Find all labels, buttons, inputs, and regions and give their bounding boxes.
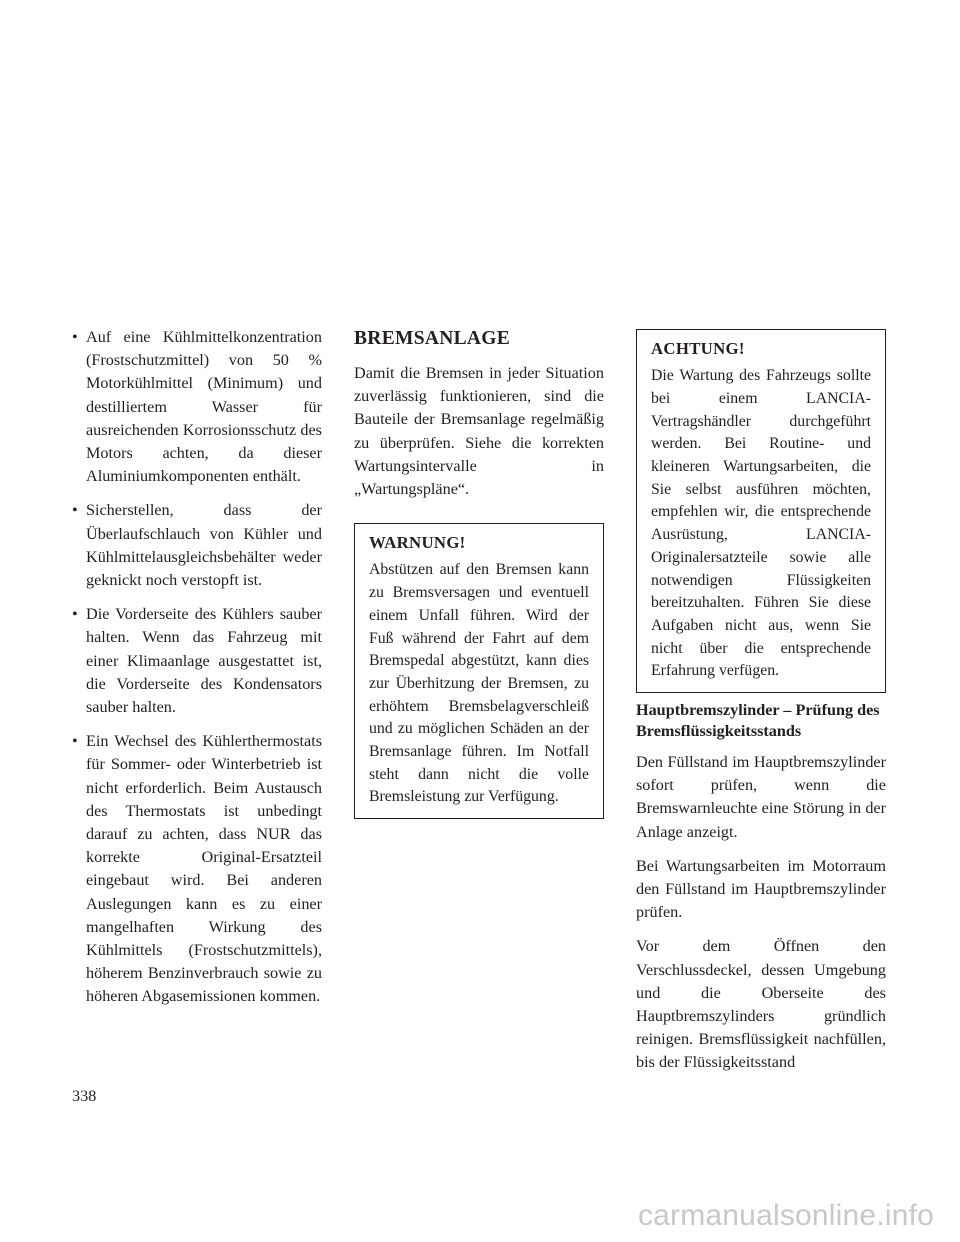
caution-title: ACHTUNG! bbox=[651, 339, 745, 358]
section-heading: BREMSANLAGE bbox=[354, 328, 511, 349]
middle-column bbox=[354, 326, 604, 819]
list-item bbox=[72, 603, 322, 719]
body-paragraph: Bei Wartungsarbeiten im Motorraum den Füllstand im Hauptbremszylinder prüfen. bbox=[636, 856, 886, 922]
bullet-icon: • bbox=[72, 605, 78, 624]
bullet-icon: • bbox=[72, 328, 78, 346]
body-paragraph: Den Füllstand im Hauptbremszylinder sofort prüfen, wenn die Bremswarnleuchte eine Störung in der Anlage anzeigt. bbox=[636, 753, 886, 841]
list-item bbox=[72, 499, 322, 592]
list-item bbox=[72, 730, 322, 1008]
bullet-icon: • bbox=[72, 501, 78, 520]
right-column bbox=[636, 326, 886, 1086]
list-item-text: Ein Wechsel des Kühlerthermostats für Sommer- oder Winterbetrieb ist nicht erforderlich. Beim Austausch des Thermostats ist unbedingt darauf zu achten, dass NUR das korrekte Original-Ersatzteil eingebaut wird. Bei anderen Auslegungen kann es zu einer mangelhaften Wirkung des Kühlmittels (Frostschutzmittels), höherem Benzinverbrauch sowie zu höheren Abgasemissionen kommen. bbox=[86, 732, 322, 1006]
caution-text: Die Wartung des Fahrzeugs sollte bei einem LANCIA-Vertragshändler durchgeführt werden. Bei Routine- und kleineren Wartungsarbeiten, die Sie selbst ausführen möchten, empfehlen wir, die entsprechende Ausrüstung, LANCIA-Originalersatzteile sowie alle notwendigen Flüssigkeiten bereitzuhalten. Führen Sie diese Aufgaben nicht aus, wenn Sie nicht über die entsprechende Erfahrung verfügen. bbox=[651, 367, 871, 680]
body-paragraph: Vor dem Öffnen den Verschlussdeckel, dessen Umgebung und die Oberseite des Hauptbremszylinders gründlich reinigen. Bremsflüssigkeit nachfüllen, bis der Flüssigkeitsstand bbox=[636, 937, 886, 1072]
list-item bbox=[72, 326, 322, 488]
warning-title: WARNUNG! bbox=[369, 533, 466, 553]
list-item-text: Die Vorderseite des Kühlers sauber halten. Wenn das Fahrzeug mit einer Klimaanlage ausgestattet ist, die Vorderseite des Kondensators sauber halten. bbox=[86, 605, 322, 717]
page-number: 338 bbox=[72, 1087, 97, 1105]
bullet-icon: • bbox=[72, 732, 78, 751]
subsection-heading: Hauptbremszylinder – Prüfung des Bremsflüssigkeitsstands bbox=[636, 701, 880, 741]
warning-text: Abstützen auf den Bremsen kann zu Bremsversagen und eventuell einem Unfall führen. Wird der Fuß während der Fahrt auf dem Bremspedal abgestützt, kann dies zur Überhitzung der Bremsen, zu erhöhtem Bremsbelagverschleiß und zu möglichen Schäden an der Bremsanlage führen. Im Notfall steht dann nicht die volle Bremsleistung zur Verfügung. bbox=[369, 561, 589, 806]
caution-box bbox=[636, 329, 886, 693]
warning-box bbox=[354, 523, 604, 819]
list-item-text: Sicherstellen, dass der Überlaufschlauch von Kühler und Kühlmittelausgleichsbehälter weder geknickt noch verstopft ist. bbox=[86, 501, 322, 590]
left-column bbox=[72, 326, 322, 1020]
coolant-tips-list bbox=[72, 326, 322, 1009]
list-item-text: Auf eine Kühlmittelkonzentration (Frostschutzmittel) von 50 % Motorkühlmittel (Minimum) und destilliertem Wasser für ausreichenden Korrosionsschutz des Motors achten, da dieser Aluminiumkomponenten enthält. bbox=[86, 328, 322, 486]
intro-paragraph: Damit die Bremsen in jeder Situation zuverlässig funktionieren, sind die Bauteile der Bremsanlage regelmäßig zu überprüfen. Siehe die korrekten Wartungsintervalle in „Wartungspläne“. bbox=[354, 364, 604, 499]
watermark: carmanualsonline.info bbox=[637, 1199, 934, 1232]
